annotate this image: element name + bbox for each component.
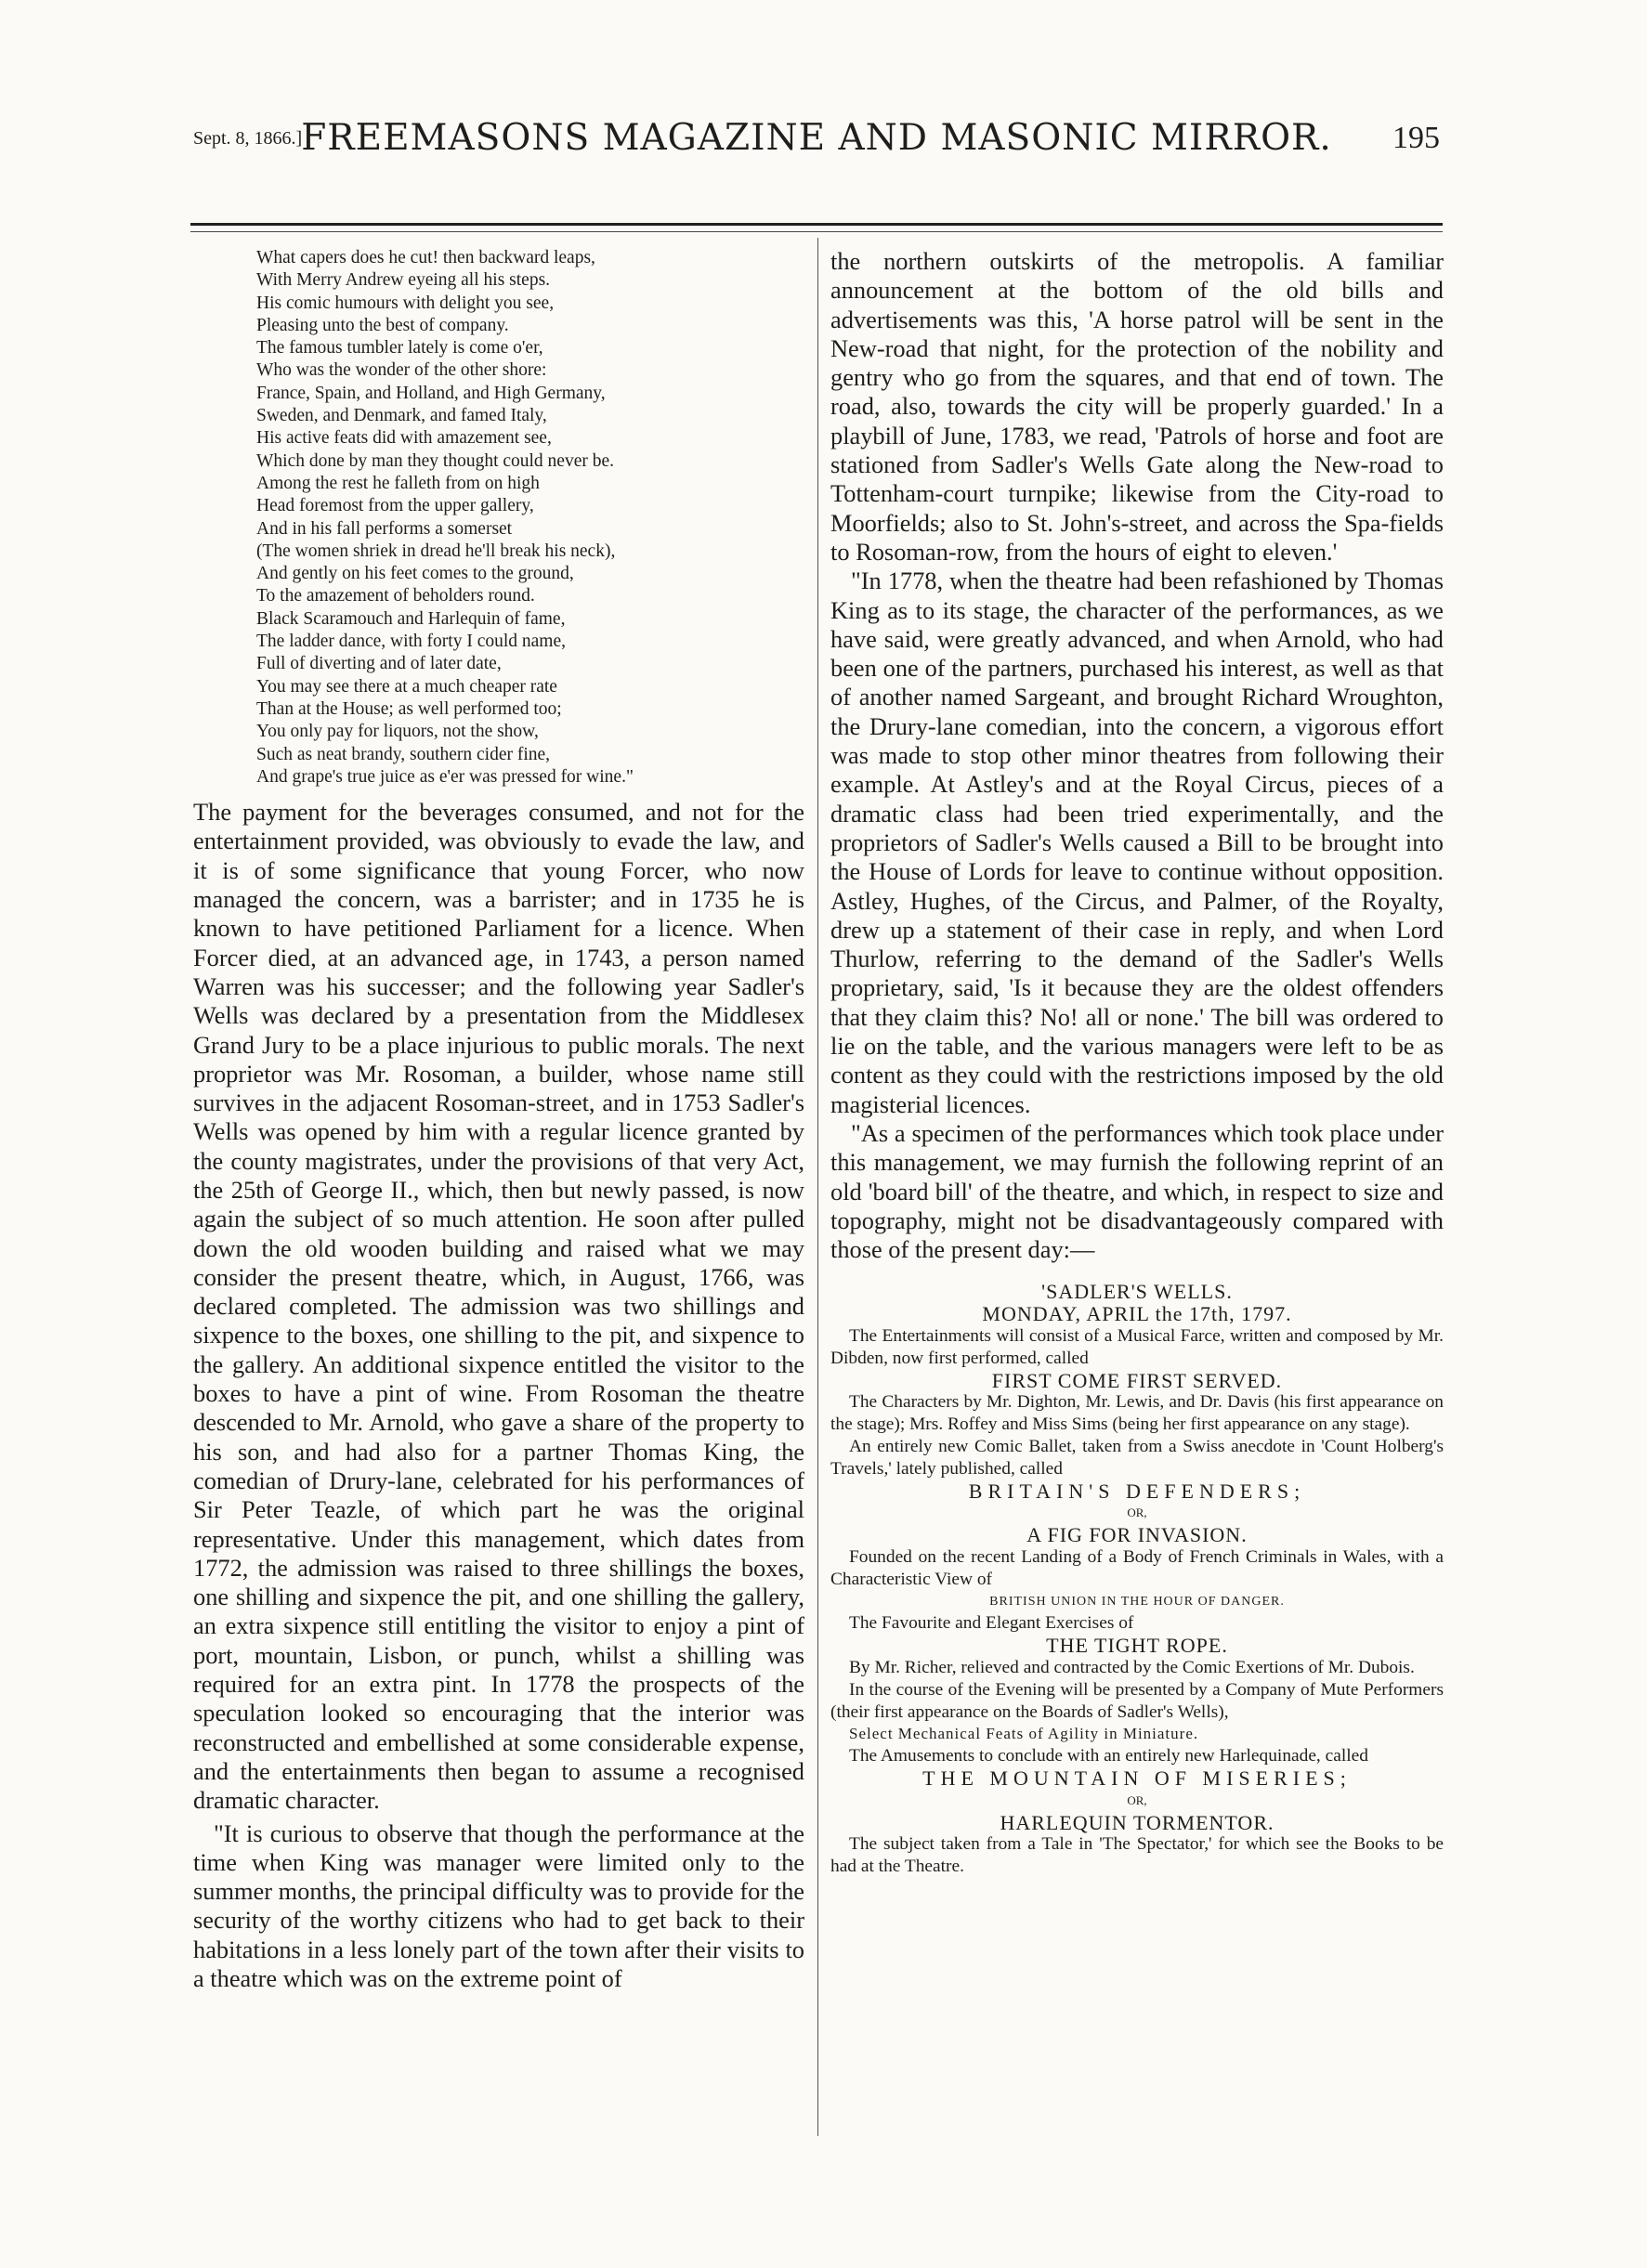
bill-ballet-intro: An entirely new Comic Ballet, taken from a Swiss anecdote in 'Count Holberg's Travels,' lately published, called	[830, 1436, 1444, 1479]
verse-line: His comic humours with delight you see,	[256, 293, 555, 313]
page-number: 195	[1392, 121, 1440, 155]
bill-spectator: The subject taken from a Tale in 'The Spectator,' for which see the Books to be had at the Theatre.	[830, 1834, 1444, 1877]
paragraph: "In 1778, when the theatre had been refashioned by Thomas King as to its stage, the character of the performances, as we have said, were greatly advanced, and when Arnold, who had been one of the partners, purchased his interest, as well as that of another named Sargeant, and brought Richard Wroughton, the Drury-lane comedian, into the concern, a vigorous effort was made to stop other minor theatres from following their example. At Astley's and at the Royal Circus, pieces of a dramatic class had been tried experimentally, and the proprietors of Sadler's Wells caused a Bill to be brought into the House of Lords for leave to continue without opposition. Astley, Hughes, of the Circus, and Palmer, of the Royalty, drew up a statement of their case in reply, and when Lord Thurlow, referring to the demand of the Sadler's Wells proprietary, said, 'Is it because they are the oldest offenders that they claim this? No! all or none.' The bill was ordered to lie on the table, and the various managers were left to be as content as they could with the restrictions imposed by the old magisterial licences.	[830, 567, 1444, 1118]
paragraph: "As a specimen of the performances which took place under this management, we may furnish the following reprint of an old 'board bill' of the theatre, and which, in respect to size and topography, might not be disadvantageously compared with those of the present day:—	[830, 1118, 1444, 1264]
verse-line: Among the rest he falleth from on high	[256, 473, 540, 493]
bill-date: MONDAY, APRIL the 17th, 1797.	[982, 1302, 1292, 1326]
verse-line: (The women shriek in dread he'll break his neck),	[256, 541, 616, 561]
verse-line: To the amazement of beholders round.	[256, 586, 535, 606]
verse-line: What capers does he cut! then backward leaps,	[256, 248, 595, 267]
bill-rope: THE TIGHT ROPE.	[1046, 1634, 1228, 1658]
verse-line: You only pay for liquors, not the show,	[256, 722, 539, 742]
verse-line: Such as neat brandy, southern cider fine,	[256, 744, 551, 764]
verse-line: Full of diverting and of later date,	[256, 654, 502, 674]
verse-line: With Merry Andrew eyeing all his steps.	[256, 270, 551, 291]
verse-line: The ladder dance, with forty I could name,	[256, 632, 566, 652]
bill-ballet-subtitle: A FIG FOR INVASION.	[1026, 1523, 1248, 1547]
verse-block	[256, 247, 804, 789]
bill-panto-subtitle: HARLEQUIN TORMENTOR.	[1000, 1810, 1274, 1834]
paragraph: "It is curious to observe that though the performance at the time when King was manager were limited only to the summer months, the principal difficulty was to provide for the security of the worthy citizens who had to get back to their habitations in a less lonely part of the town after their visits to a theatre which was on the extreme point of	[193, 1818, 804, 1992]
verse-line: France, Spain, and Holland, and High Germany,	[256, 383, 606, 403]
bill-conclude: The Amusements to conclude with an entirely new Harlequinade, called	[849, 1746, 1368, 1766]
bill-or: OR,	[1127, 1792, 1147, 1807]
paragraph: The payment for the beverages consumed, and not for the entertainment provided, was obviously to evade the law, and it is of some significance that young Forcer, who now managed the concern, was a barrister; and in 1735 he is known to have petitioned Parliament for a licence. When Forcer died, at an advanced age, in 1743, a person named Warren was his successer; and the following year Sadler's Wells was declared by a presentation from the Middlesex Grand Jury to be a place injurious to public morals. The next proprietor was Mr. Rosoman, a builder, whose name still survives in the adjacent Rosoman-street, and in 1753 Sadler's Wells was opened by him with a regular licence granted by the county magistrates, under the provisions of that very Act, the 25th of George II., which, then but newly passed, is now again the subject of so much attention. He soon after pulled down the old wooden building and raised what we may consider the present theatre, which, in August, 1766, was declared completed. The admission was two shillings and sixpence to the boxes, one shilling to the pit, and sixpence to the gallery. An additional sixpence entitled the visitor to the boxes to have a pint of wine. From Rosoman the theatre descended to Mr. Arnold, who gave a share of the property to his son, and had also for a partner Thomas King, the comedian of Drury-lane, celebrated for his performances of Sir Peter Teazle, of which part he was the original representative. Under this management, which dates from 1772, the admission was raised to three shillings the boxes, one shilling and sixpence the pit, and one shilling the gallery, an extra sixpence still entitling the visitor to enjoy a pint of port, mountain, Lisbon, or punch, whilst a shilling was required for an extra pint. In 1778 the prospects of the speculation looked so encouraging that the interior was reconstructed and embellished at some considerable expense, and the entertainments then began to assume a recognised dramatic character.	[193, 798, 804, 1815]
header-rule-thin	[190, 231, 1443, 232]
verse-line: Than at the House; as well performed too;	[256, 698, 562, 719]
bill-richer: By Mr. Richer, relieved and contracted by the Comic Exertions of Mr. Dubois.	[849, 1657, 1415, 1677]
running-header	[193, 117, 1440, 178]
verse-line: And gently on his feet comes to the ground,	[256, 564, 574, 584]
verse-line: Black Scaramouch and Harlequin of fame,	[256, 608, 566, 629]
right-column	[830, 247, 1444, 1878]
bill-panto-title: THE MOUNTAIN OF MISERIES;	[922, 1766, 1352, 1790]
left-column	[193, 247, 804, 1993]
verse-line: Sweden, and Denmark, and famed Italy,	[256, 406, 547, 426]
column-divider	[817, 238, 818, 2136]
bill-view: BRITISH UNION IN THE HOUR OF DANGER.	[989, 1594, 1285, 1609]
verse-line: And grape's true juice as e'er was pressed for wine."	[256, 766, 634, 787]
magazine-title: FREEMASONS MAGAZINE AND MASONIC MIRROR.	[301, 117, 1332, 159]
bill-feats: Select Mechanical Feats of Agility in Miniature.	[849, 1725, 1199, 1743]
bill-ballet-title: BRITAIN'S DEFENDERS;	[968, 1479, 1306, 1503]
bill-venue: 'SADLER'S WELLS.	[1041, 1280, 1233, 1304]
bill-mute: In the course of the Evening will be presented by a Company of Mute Performers (their first appearance on the Boards of Sadler's Wells),	[830, 1679, 1444, 1722]
paragraph: the northern outskirts of the metropolis. A familiar announcement at the bottom of the old bills and advertisements was this, 'A horse patrol will be sent in the New-road that night, for the protection of the nobility and gentry who go from the squares, and that end of town. The road, also, towards the city will be properly guarded.' In a playbill of June, 1783, we read, 'Patrols of horse and foot are stationed from Sadler's Wells Gate along the New-road to Tottenham-court turnpike; likewise from the City-road to Moorfields; also to St. John's-street, and across the Spa-fields to Rosoman-row, from the hours of eight to eleven.'	[830, 247, 1444, 566]
verse-line: Pleasing unto the best of company.	[256, 315, 509, 335]
verse-line: The famous tumbler lately is come o'er,	[256, 338, 543, 358]
bill-intro: The Entertainments will consist of a Musical Farce, written and composed by Mr. Dibden, now first performed, called	[830, 1325, 1444, 1368]
bill-founded: Founded on the recent Landing of a Body of French Criminals in Wales, with a Characteristic View of	[830, 1546, 1444, 1589]
verse-line: Who was the wonder of the other shore:	[256, 360, 547, 381]
playbill	[830, 1281, 1444, 1878]
verse-line: Head foremost from the upper gallery,	[256, 496, 534, 516]
bill-farce-title: FIRST COME FIRST SERVED.	[991, 1368, 1283, 1392]
bill-or: OR,	[1127, 1505, 1147, 1520]
verse-line: And in his fall performs a somerset	[256, 518, 513, 539]
verse-line: You may see there at a much cheaper rate	[256, 676, 557, 697]
bill-favourite: The Favourite and Elegant Exercises of	[849, 1613, 1134, 1634]
issue-date: Sept. 8, 1866.]	[193, 128, 303, 149]
verse-line: His active feats did with amazement see,	[256, 428, 552, 449]
header-rule	[190, 223, 1443, 226]
bill-characters: The Characters by Mr. Dighton, Mr. Lewis, and Dr. Davis (his first appearance on the stage); Mrs. Roffey and Miss Sims (being her first appearance on any stage).	[830, 1392, 1444, 1435]
verse-line: Which done by man they thought could never be.	[256, 450, 615, 471]
